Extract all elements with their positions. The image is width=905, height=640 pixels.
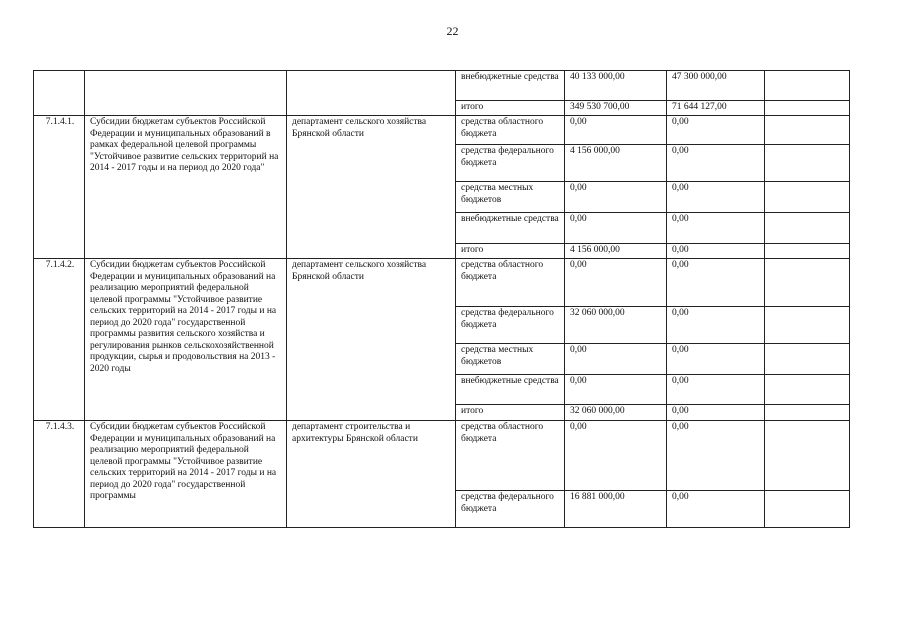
table-row [34,421,850,491]
amount-cell: 0,00 [565,182,667,213]
amount-cell: 0,00 [565,421,667,491]
amount-cell: 0,00 [565,116,667,145]
amount-cell: 349 530 700,00 [565,101,667,116]
amount-cell: 0,00 [565,213,667,244]
item-number-cell [34,71,85,116]
item-name-cell: Субсидии бюджетам субъектов Российской Федерации и муниципальных образований в рамках федеральной целевой программы "Устойчивое развитие сельских территорий на 2014 - 2017 годы и на период до 2020 года" [85,116,287,259]
amount-cell: 0,00 [667,213,765,244]
funding-source-cell: средства федерального бюджета [456,145,565,182]
empty-cell [765,213,850,244]
executor-cell: департамент строительства и архитектуры Брянской области [287,421,456,528]
funding-source-cell: средства федерального бюджета [456,491,565,528]
empty-cell [765,145,850,182]
amount-cell: 16 881 000,00 [565,491,667,528]
item-number-cell: 7.1.4.2. [34,259,85,421]
funding-source-cell: средства областного бюджета [456,259,565,307]
item-number-cell: 7.1.4.3. [34,421,85,528]
amount-cell: 0,00 [667,182,765,213]
amount-cell: 0,00 [667,116,765,145]
empty-cell [765,405,850,421]
empty-cell [765,244,850,259]
amount-cell: 0,00 [667,375,765,405]
page-number: 22 [446,24,459,38]
funding-source-cell: внебюджетные средства [456,213,565,244]
item-name-cell [85,71,287,116]
amount-cell: 0,00 [667,344,765,375]
executor-cell: департамент сельского хозяйства Брянской области [287,116,456,259]
item-name-cell: Субсидии бюджетам субъектов Российской Федерации и муниципальных образований на реализацию мероприятий федеральной целевой программы "Устойчивое развитие сельских территорий на 2014 - 2017 годы и на период до 2020 года" государственной программы [85,421,287,528]
amount-cell: 0,00 [667,259,765,307]
table-row [34,71,850,101]
amount-cell: 32 060 000,00 [565,307,667,344]
item-name-cell: Субсидии бюджетам субъектов Российской Федерации и муниципальных образований на реализацию мероприятий федеральной целевой программы "Устойчивое развитие сельских территорий на 2014 - 2017 годы и на период до 2020 года" государственной программы развития сельского хозяйства и регулирования рынков сельскохозяйственной продукции, сырья и продовольствия на 2013 - 2020 годы [85,259,287,421]
amount-cell: 71 644 127,00 [667,101,765,116]
amount-cell: 0,00 [565,344,667,375]
empty-cell [765,375,850,405]
executor-cell [287,71,456,116]
empty-cell [765,71,850,101]
empty-cell [765,491,850,528]
table-row [34,116,850,145]
amount-cell: 0,00 [667,145,765,182]
amount-cell: 0,00 [667,405,765,421]
amount-cell: 4 156 000,00 [565,244,667,259]
funding-source-cell: средства местных бюджетов [456,182,565,213]
amount-cell: 0,00 [565,375,667,405]
amount-cell: 0,00 [667,244,765,259]
amount-cell: 40 133 000,00 [565,71,667,101]
empty-cell [765,307,850,344]
empty-cell [765,421,850,491]
funding-source-cell: итого [456,244,565,259]
table-row [34,259,850,307]
funding-source-cell: внебюджетные средства [456,71,565,101]
empty-cell [765,116,850,145]
funding-source-cell: итого [456,405,565,421]
funding-source-cell: средства областного бюджета [456,116,565,145]
amount-cell: 47 300 000,00 [667,71,765,101]
empty-cell [765,259,850,307]
amount-cell: 0,00 [667,307,765,344]
empty-cell [765,182,850,213]
funding-source-cell: средства местных бюджетов [456,344,565,375]
empty-cell [765,344,850,375]
item-number-cell: 7.1.4.1. [34,116,85,259]
funding-source-cell: средства федерального бюджета [456,307,565,344]
amount-cell: 0,00 [565,259,667,307]
amount-cell: 0,00 [667,491,765,528]
budget-table [33,70,850,528]
amount-cell: 32 060 000,00 [565,405,667,421]
empty-cell [765,101,850,116]
funding-source-cell: внебюджетные средства [456,375,565,405]
amount-cell: 0,00 [667,421,765,491]
amount-cell: 4 156 000,00 [565,145,667,182]
executor-cell: департамент сельского хозяйства Брянской области [287,259,456,421]
funding-source-cell: средства областного бюджета [456,421,565,491]
funding-source-cell: итого [456,101,565,116]
